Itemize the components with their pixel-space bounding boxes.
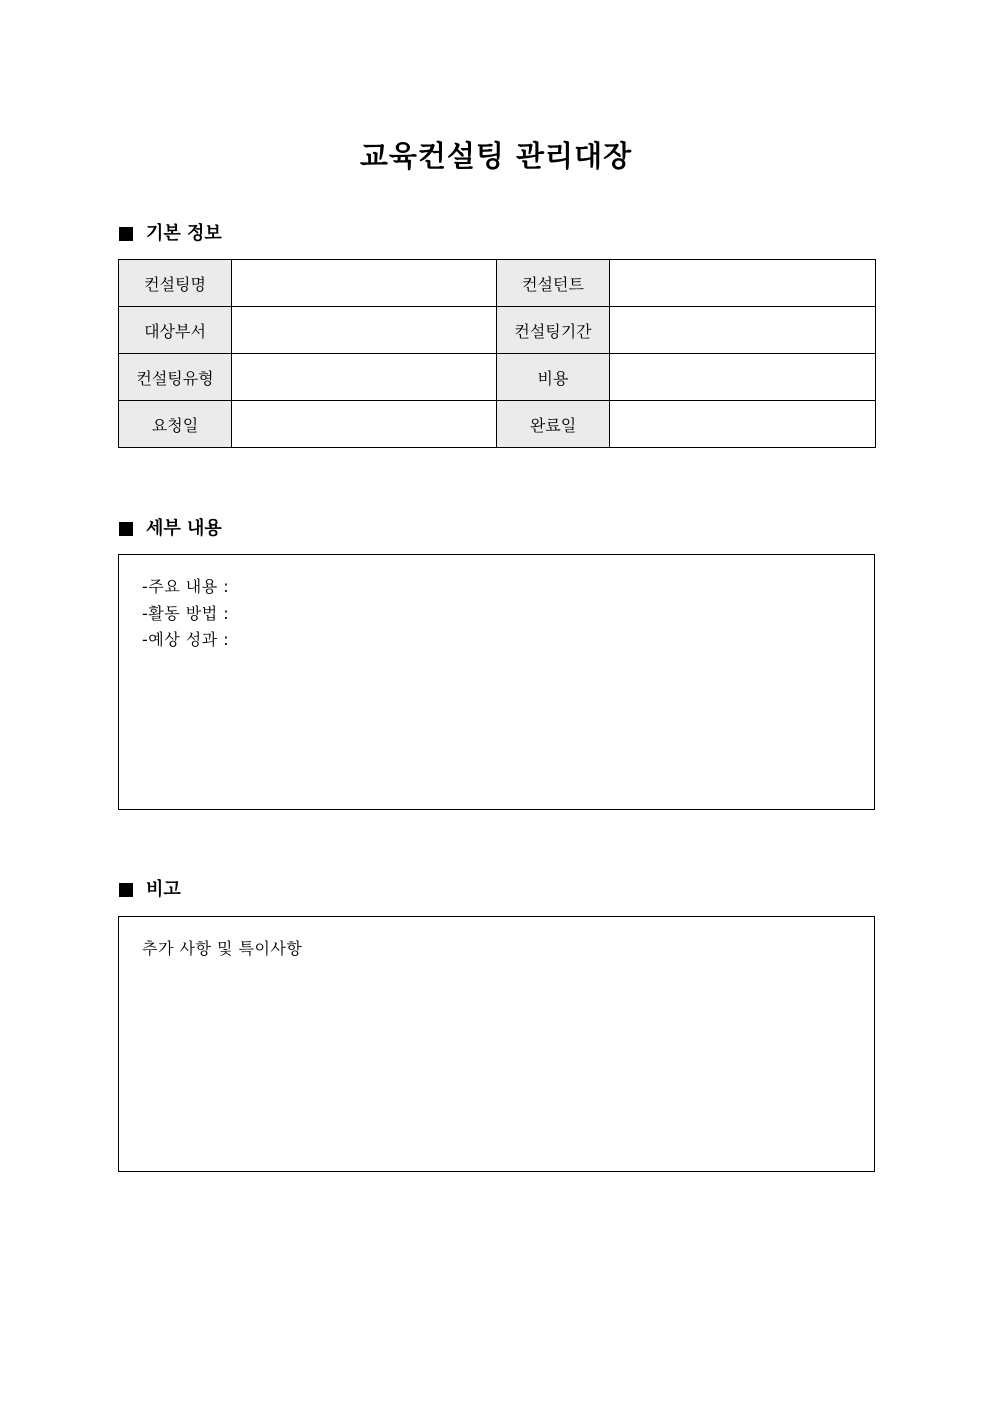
- square-bullet-icon: [119, 227, 133, 241]
- remarks-box[interactable]: [118, 916, 875, 1172]
- field-value-consulting-name[interactable]: [232, 260, 497, 307]
- section-heading-label: 기본 정보: [146, 223, 222, 244]
- field-label-completion-date: 완료일: [497, 401, 610, 448]
- field-label-consultant: 컨설턴트: [497, 260, 610, 307]
- section-heading-remarks: [119, 878, 181, 902]
- page-title: 교육컨설팅 관리대장: [359, 139, 633, 173]
- field-value-request-date[interactable]: [232, 401, 497, 448]
- field-value-consulting-type[interactable]: [232, 354, 497, 401]
- field-label-cost: 비용: [497, 354, 610, 401]
- remarks-lines: [142, 936, 302, 963]
- section-heading-basic-info: [119, 222, 222, 246]
- details-line-expected-outcome: -예상 성과 :: [142, 630, 230, 649]
- table-row: [119, 307, 876, 354]
- field-label-request-date: 요청일: [119, 401, 232, 448]
- table-row: [119, 401, 876, 448]
- field-label-consulting-type: 컨설팅유형: [119, 354, 232, 401]
- section-heading-details: [119, 517, 222, 541]
- field-value-target-department[interactable]: [232, 307, 497, 354]
- field-label-consulting-name: 컨설팅명: [119, 260, 232, 307]
- field-value-cost[interactable]: [610, 354, 876, 401]
- square-bullet-icon: [119, 883, 133, 897]
- field-value-completion-date[interactable]: [610, 401, 876, 448]
- section-heading-label: 세부 내용: [146, 518, 222, 539]
- details-line-activity-method: -활동 방법 :: [142, 603, 230, 623]
- square-bullet-icon: [119, 522, 133, 536]
- details-lines: [142, 574, 229, 654]
- table-row: [119, 354, 876, 401]
- field-value-consultant[interactable]: [610, 260, 876, 307]
- field-label-target-department: 대상부서: [119, 307, 232, 354]
- details-box[interactable]: [118, 554, 875, 810]
- section-heading-label: 비고: [146, 879, 181, 900]
- remarks-line: 추가 사항 및 특이사항: [142, 939, 303, 958]
- table-row: [119, 260, 876, 307]
- field-value-consulting-period[interactable]: [610, 307, 876, 354]
- details-line-main-content: -주요 내용 :: [142, 577, 230, 596]
- field-label-consulting-period: 컨설팅기간: [497, 307, 610, 354]
- basic-info-table: [118, 259, 876, 448]
